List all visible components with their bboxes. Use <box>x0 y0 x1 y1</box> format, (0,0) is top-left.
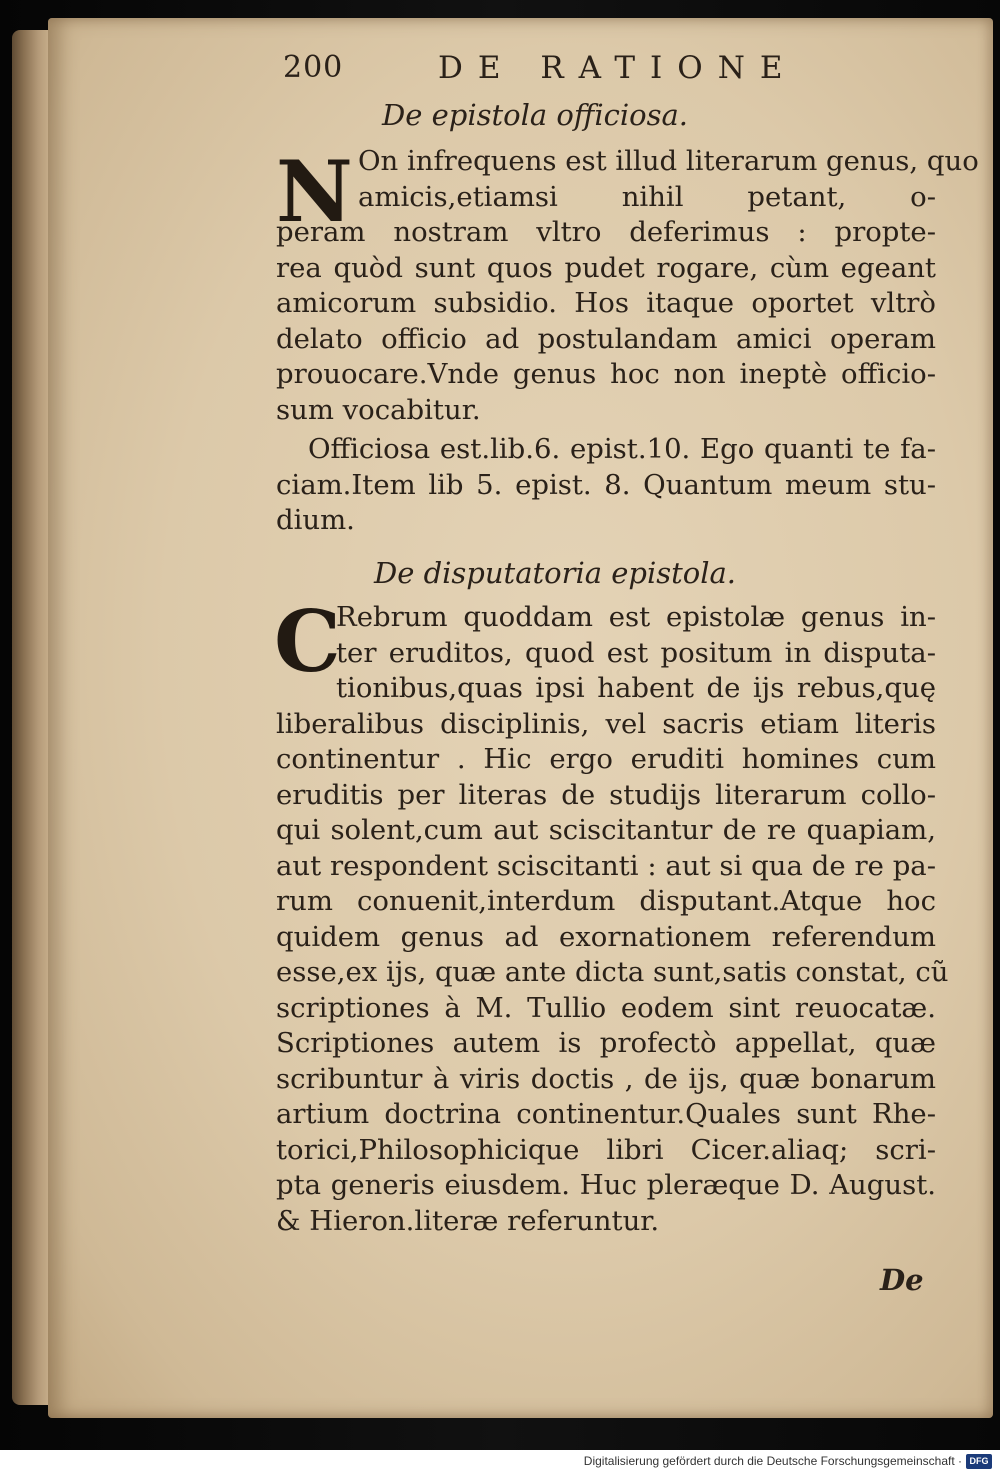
text-line: scribuntur à viris doctis , de ijs, quæ bonarum <box>276 1062 936 1095</box>
section-heading-disputatoria: De disputatoria epistola. <box>373 556 737 590</box>
text-line: Scriptiones autem is profectò appellat, quæ <box>276 1027 936 1059</box>
text-line: amicis,etiamsi nihil petant, o- <box>358 180 936 213</box>
running-title: DE RATIONE <box>438 50 798 86</box>
text-line: rea quòd sunt quos pudet rogare, cùm egeant <box>276 251 936 284</box>
text-line: quidem genus ad exornationem referendum <box>276 920 936 953</box>
drop-initial-n: N <box>276 142 353 241</box>
section-heading-officiosa: De epistola officiosa. <box>381 98 689 132</box>
text-line: prouocare.Vnde genus hoc non ineptè officio- <box>276 358 936 390</box>
text-line: scriptiones à M. Tullio eodem sint reuocatæ. <box>276 991 936 1024</box>
text-line: sum vocabitur. <box>276 393 481 426</box>
text-line: peram nostram vltro deferimus : propte- <box>276 216 936 248</box>
paragraph-disputatoria <box>274 592 949 1239</box>
drop-initial-c: C <box>274 592 341 691</box>
text-line: rum conuenit,interdum disputant.Atque hoc <box>276 885 936 917</box>
text-line: torici,Philosophicique libri Cicer.aliaq; scri- <box>276 1133 936 1166</box>
text-line: artium doctrina continentur.Quales sunt Rhe- <box>276 1098 936 1130</box>
paragraph-officiosa-references <box>276 432 936 539</box>
text-line: Officiosa est.lib.6. epist.10. Ego quanti te fa- <box>308 433 936 465</box>
footer-bar <box>0 1450 1000 1475</box>
text-line: continentur . Hic ergo eruditi homines cum <box>276 743 936 775</box>
running-head <box>283 50 803 90</box>
text-line: qui solent,cum aut sciscitantur de re quapiam, <box>276 814 936 846</box>
text-line: amicorum subsidio. Hos itaque oportet vltrò <box>276 287 936 319</box>
text-line: On infrequens est illud literarum genus, quo <box>358 145 979 177</box>
page-number: 200 <box>283 50 344 85</box>
text-line: & Hieron.literæ referuntur. <box>276 1204 660 1237</box>
catchword: De <box>880 1263 924 1297</box>
paragraph-officiosa-intro <box>276 144 979 428</box>
dfg-logo-icon: DFG <box>966 1454 992 1469</box>
funding-credit: Digitalisierung gefördert durch die Deutsche Forschungsgemeinschaft · <box>583 1454 962 1468</box>
text-line: esse,ex ijs, quæ ante dicta sunt,satis constat, cũ <box>276 956 949 988</box>
text-line: Rebrum quoddam est epistolæ genus in- <box>336 601 936 633</box>
text-line: dium. <box>276 504 355 536</box>
text-line: ciam.Item lib 5. epist. 8. Quantum meum stu- <box>276 468 936 501</box>
text-line: eruditis per literas de studijs literarum collo- <box>276 778 936 811</box>
text-line: delato officio ad postulandam amici operam <box>276 322 936 355</box>
text-line: liberalibus disciplinis, vel sacris etiam literis <box>276 707 936 740</box>
text-line: pta generis eiusdem. Huc pleræque D. August. <box>276 1169 936 1201</box>
text-line: aut respondent sciscitanti : aut si qua de re pa- <box>276 849 936 882</box>
text-line: tionibus,quas ipsi habent de ijs rebus,quę <box>336 672 936 704</box>
text-line: ter eruditos, quod est positum in disputa- <box>336 636 936 669</box>
